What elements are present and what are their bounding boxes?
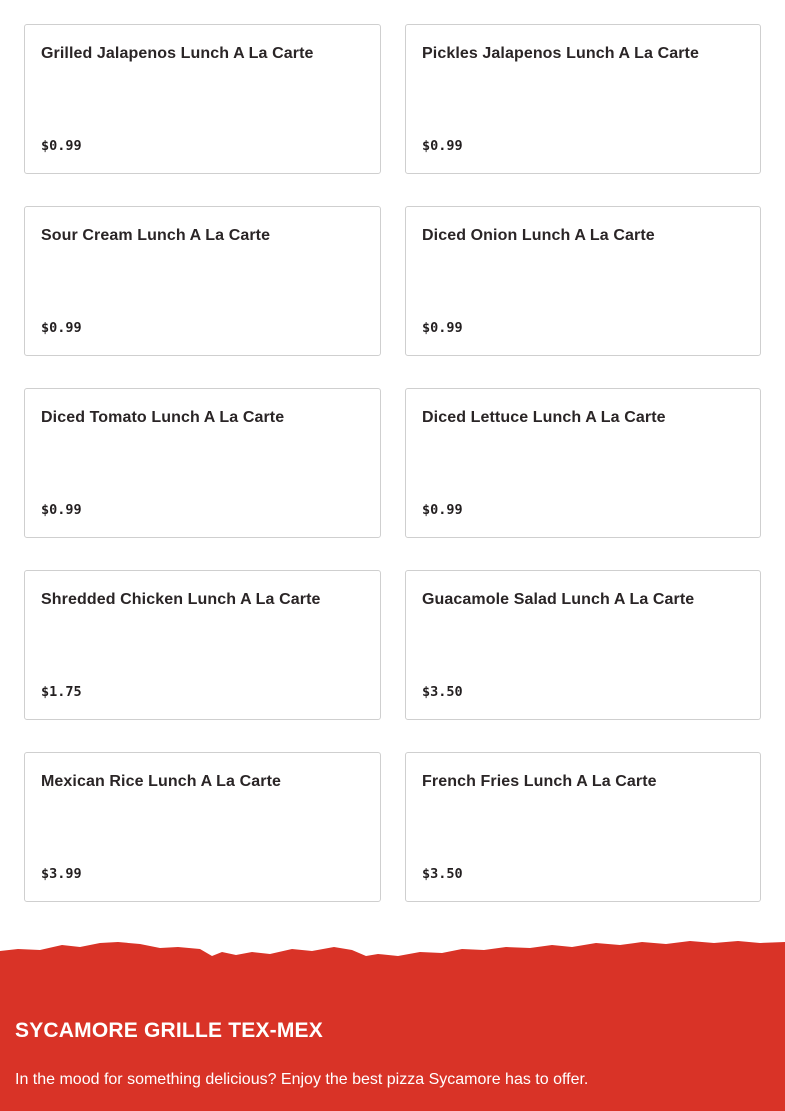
menu-item-name: French Fries Lunch A La Carte: [422, 773, 657, 790]
menu-item-card[interactable]: [24, 206, 381, 356]
menu-item-card[interactable]: [24, 570, 381, 720]
menu-item-price: $0.99: [41, 320, 82, 336]
menu-item-name: Pickles Jalapenos Lunch A La Carte: [422, 45, 699, 62]
site-footer: [0, 930, 785, 1111]
menu-item-name: Diced Tomato Lunch A La Carte: [41, 409, 285, 426]
menu-item-name: Diced Lettuce Lunch A La Carte: [422, 409, 666, 426]
menu-item-card[interactable]: [24, 752, 381, 902]
menu-item-price: $0.99: [41, 138, 82, 154]
menu-item-price: $0.99: [422, 138, 463, 154]
menu-item-grid: [24, 24, 761, 902]
menu-item-price: $3.50: [422, 684, 463, 700]
menu-item-card[interactable]: [405, 24, 761, 174]
menu-item-name: Sour Cream Lunch A La Carte: [41, 227, 271, 244]
menu-item-price: $3.99: [41, 866, 82, 882]
menu-item-card[interactable]: [405, 570, 761, 720]
menu-item-name: Shredded Chicken Lunch A La Carte: [41, 591, 321, 608]
menu-item-card[interactable]: [24, 388, 381, 538]
menu-item-price: $1.75: [41, 684, 82, 700]
menu-item-card[interactable]: [405, 388, 761, 538]
menu-item-price: $0.99: [41, 502, 82, 518]
menu-item-card[interactable]: [405, 752, 761, 902]
menu-item-card[interactable]: [405, 206, 761, 356]
menu-item-name: Guacamole Salad Lunch A La Carte: [422, 591, 695, 608]
menu-item-name: Grilled Jalapenos Lunch A La Carte: [41, 45, 314, 62]
menu-item-card[interactable]: [24, 24, 381, 174]
menu-item-price: $3.50: [422, 866, 463, 882]
menu-item-name: Diced Onion Lunch A La Carte: [422, 227, 655, 244]
menu-item-price: $0.99: [422, 320, 463, 336]
footer-title: SYCAMORE GRILLE TEX-MEX: [15, 1019, 323, 1042]
footer-tagline: In the mood for something delicious? Enjoy the best pizza Sycamore has to offer.: [15, 1071, 589, 1088]
menu-item-name: Mexican Rice Lunch A La Carte: [41, 773, 282, 790]
menu-item-price: $0.99: [422, 502, 463, 518]
